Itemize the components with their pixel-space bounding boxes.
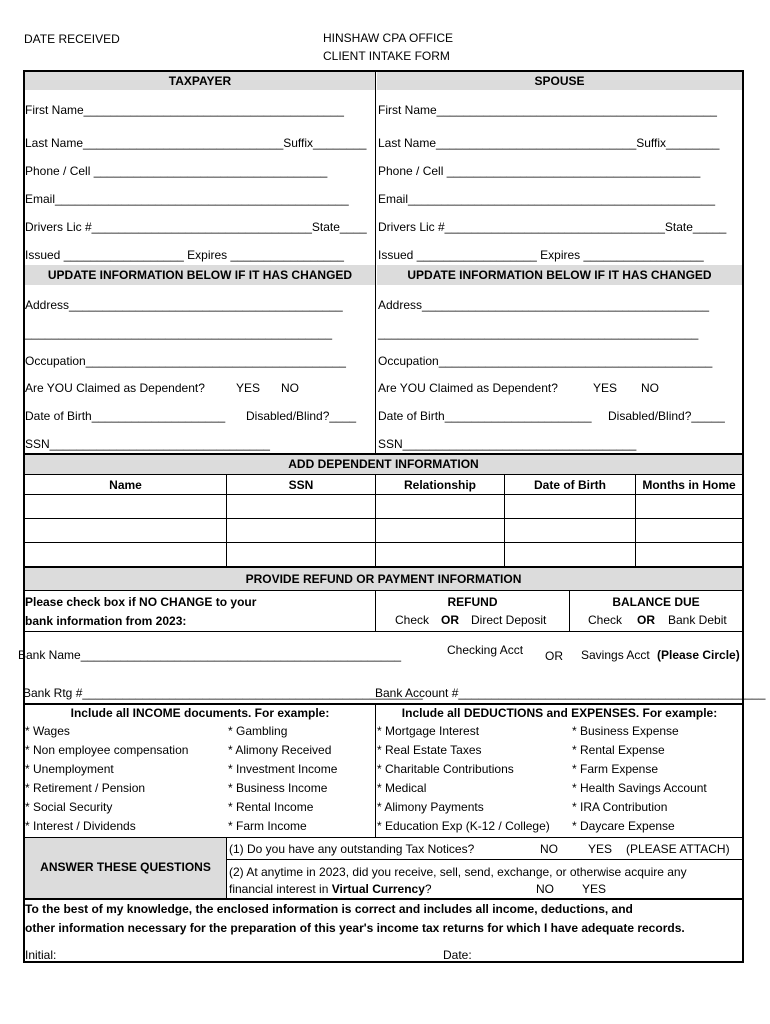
dep-col-dob: Date of Birth xyxy=(534,478,606,492)
no-change-line1: Please check box if NO CHANGE to your xyxy=(25,595,257,609)
taxpayer-email[interactable]: Email____________________________________________ xyxy=(25,192,349,206)
savings-acct-option[interactable]: Savings Acct xyxy=(581,648,650,662)
income-deduction-divider xyxy=(375,705,376,837)
spouse-issued[interactable]: Issued __________________ Expires __________________ xyxy=(378,248,704,262)
spouse-occupation[interactable]: Occupation_________________________________________ xyxy=(378,354,713,368)
form-title: CLIENT INTAKE FORM xyxy=(323,49,450,63)
please-circle-note: (Please Circle) xyxy=(657,648,740,662)
taxpayer-occupation[interactable]: Occupation_______________________________________ xyxy=(25,354,346,368)
taxpayer-dependent-no[interactable]: NO xyxy=(281,381,299,395)
taxpayer-last-name[interactable]: Last Name______________________________Suffix________ xyxy=(25,136,367,150)
spouse-first-name[interactable]: First Name__________________________________________ xyxy=(378,103,717,117)
income-item: * Unemployment xyxy=(25,762,114,776)
spouse-dependent-no[interactable]: NO xyxy=(641,381,659,395)
bank-routing-field[interactable]: Bank Rtg #___________________________________________________ xyxy=(23,686,423,700)
dependent-row-2[interactable] xyxy=(25,519,742,542)
question-2-line2 xyxy=(229,882,432,896)
income-item: * Retirement / Pension xyxy=(25,781,146,795)
taxpayer-dependent-yes[interactable]: YES xyxy=(236,381,261,395)
income-item: * Investment Income xyxy=(228,762,338,776)
spouse-address[interactable]: Address___________________________________________ xyxy=(378,298,709,312)
taxpayer-address[interactable]: Address_________________________________________ xyxy=(25,298,343,312)
question-2-mark: ? xyxy=(424,882,432,896)
question-2-no[interactable]: NO xyxy=(536,882,554,896)
spouse-address-line2[interactable]: ________________________________________________ xyxy=(378,326,699,340)
question-2-line1: (2) At anytime in 2023, did you receive, sell, send, exchange, or otherwise acquire any xyxy=(229,865,687,879)
deduction-item: * Business Expense xyxy=(572,724,679,738)
deduction-item: * Farm Expense xyxy=(572,762,659,776)
deduction-item: * Charitable Contributions xyxy=(377,762,514,776)
question-1-yes[interactable]: YES xyxy=(588,842,613,856)
dep-col-ssn: SSN xyxy=(288,478,314,492)
refund-label: REFUND xyxy=(447,595,498,609)
income-item: * Business Income xyxy=(228,781,328,795)
refund-title: PROVIDE REFUND OR PAYMENT INFORMATION xyxy=(25,568,742,590)
no-change-line2[interactable]: bank information from 2023: xyxy=(25,614,187,628)
deduction-item: * IRA Contribution xyxy=(572,800,668,814)
deduction-item: * Real Estate Taxes xyxy=(377,743,482,757)
deduction-item: * Alimony Payments xyxy=(377,800,484,814)
spouse-disabled[interactable]: Disabled/Blind?_____ xyxy=(608,409,725,423)
taxpayer-ssn[interactable]: SSN_________________________________ xyxy=(25,437,270,451)
dep-col-name: Name xyxy=(109,478,142,492)
dep-col-relationship: Relationship xyxy=(403,478,476,492)
taxpayer-dob[interactable]: Date of Birth____________________ xyxy=(25,409,226,423)
spouse-drivers-lic[interactable]: Drivers Lic #_________________________________State_____ xyxy=(378,220,727,234)
refund-direct-deposit-option[interactable]: Direct Deposit xyxy=(471,613,547,627)
deduction-item: * Health Savings Account xyxy=(572,781,707,795)
spouse-last-name[interactable]: Last Name______________________________Suffix________ xyxy=(378,136,720,150)
date-field[interactable]: Date: xyxy=(443,948,472,962)
spouse-phone[interactable]: Phone / Cell ______________________________________ xyxy=(378,164,701,178)
balance-due-label: BALANCE DUE xyxy=(612,595,700,609)
refund-title-rule xyxy=(25,590,742,591)
spouse-ssn[interactable]: SSN___________________________________ xyxy=(378,437,637,451)
taxpayer-issued[interactable]: Issued __________________ Expires _________________ xyxy=(25,248,344,262)
income-item: * Wages xyxy=(25,724,70,738)
balance-bank-debit-option[interactable]: Bank Debit xyxy=(668,613,727,627)
balance-or: OR xyxy=(637,613,655,627)
certify-top-rule xyxy=(25,898,742,900)
spouse-dob[interactable]: Date of Birth______________________ xyxy=(378,409,592,423)
refund-check-option[interactable]: Check xyxy=(395,613,430,627)
spouse-dependent-question: Are YOU Claimed as Dependent? xyxy=(378,381,558,395)
taxpayer-disabled[interactable]: Disabled/Blind?____ xyxy=(246,409,357,423)
question-1: (1) Do you have any outstanding Tax Notices? xyxy=(229,842,475,856)
income-item: * Farm Income xyxy=(228,819,307,833)
balance-check-option[interactable]: Check xyxy=(588,613,623,627)
bank-account-field[interactable]: Bank Account #______________________________________________ xyxy=(375,686,766,700)
deduction-item: * Education Exp (K-12 / College) xyxy=(377,819,550,833)
question-1-no[interactable]: NO xyxy=(540,842,558,856)
spouse-dependent-yes[interactable]: YES xyxy=(593,381,618,395)
spouse-update-header: UPDATE INFORMATION BELOW IF IT HAS CHANGED xyxy=(377,265,742,285)
spouse-header: SPOUSE xyxy=(377,72,742,90)
dep-col-months: Months in Home xyxy=(642,478,736,492)
office-name: HINSHAW CPA OFFICE xyxy=(323,31,454,45)
bank-type-or: OR xyxy=(545,649,563,663)
deductions-title: Include all DEDUCTIONS and EXPENSES. For example: xyxy=(377,705,742,722)
question-rule xyxy=(227,859,742,860)
taxpayer-address-line2[interactable]: ______________________________________________ xyxy=(25,326,332,340)
dependents-title: ADD DEPENDENT INFORMATION xyxy=(25,455,742,474)
dependent-row-3[interactable] xyxy=(25,543,742,566)
deduction-item: * Rental Expense xyxy=(572,743,665,757)
column-divider xyxy=(375,72,376,453)
deduction-item: * Medical xyxy=(377,781,427,795)
income-item: * Interest / Dividends xyxy=(25,819,136,833)
dependent-row-1[interactable] xyxy=(25,495,742,518)
refund-or: OR xyxy=(441,613,459,627)
taxpayer-phone[interactable]: Phone / Cell ___________________________________ xyxy=(25,164,328,178)
question-2-yes[interactable]: YES xyxy=(582,882,607,896)
income-item: * Gambling xyxy=(228,724,288,738)
income-item: * Non employee compensation xyxy=(25,743,189,757)
virtual-currency-term: Virtual Currency xyxy=(331,882,425,896)
question-1-attach: (PLEASE ATTACH) xyxy=(626,842,730,856)
income-item: * Alimony Received xyxy=(228,743,332,757)
checking-acct-option[interactable]: Checking Acct xyxy=(447,643,524,657)
questions-divider xyxy=(226,838,227,898)
income-title: Include all INCOME documents. For example: xyxy=(25,705,375,722)
spouse-email[interactable]: Email______________________________________________ xyxy=(378,192,716,206)
income-item: * Social Security xyxy=(25,800,113,814)
taxpayer-first-name[interactable]: First Name_______________________________________ xyxy=(25,103,344,117)
question-2-text: financial interest in xyxy=(229,882,332,896)
initial-field[interactable]: Initial: xyxy=(25,948,57,962)
taxpayer-update-header: UPDATE INFORMATION BELOW IF IT HAS CHANGED xyxy=(25,265,375,285)
questions-label: ANSWER THESE QUESTIONS xyxy=(40,860,211,874)
date-received-label: DATE RECEIVED xyxy=(24,32,120,46)
bank-name-field[interactable]: Bank Name________________________________________________ xyxy=(18,648,402,662)
taxpayer-drivers-lic[interactable]: Drivers Lic #_________________________________State____ xyxy=(25,220,367,234)
certify-line1: To the best of my knowledge, the enclosed information is correct and includes all income, deductions, and xyxy=(25,902,633,916)
deduction-item: * Mortgage Interest xyxy=(377,724,480,738)
taxpayer-dependent-question: Are YOU Claimed as Dependent? xyxy=(25,381,205,395)
taxpayer-header: TAXPAYER xyxy=(25,72,375,90)
deduction-item: * Daycare Expense xyxy=(572,819,675,833)
refund-rule xyxy=(25,631,742,632)
certify-line2: other information necessary for the preparation of this year's income tax returns for which I have adequate records. xyxy=(25,921,685,935)
income-item: * Rental Income xyxy=(228,800,314,814)
